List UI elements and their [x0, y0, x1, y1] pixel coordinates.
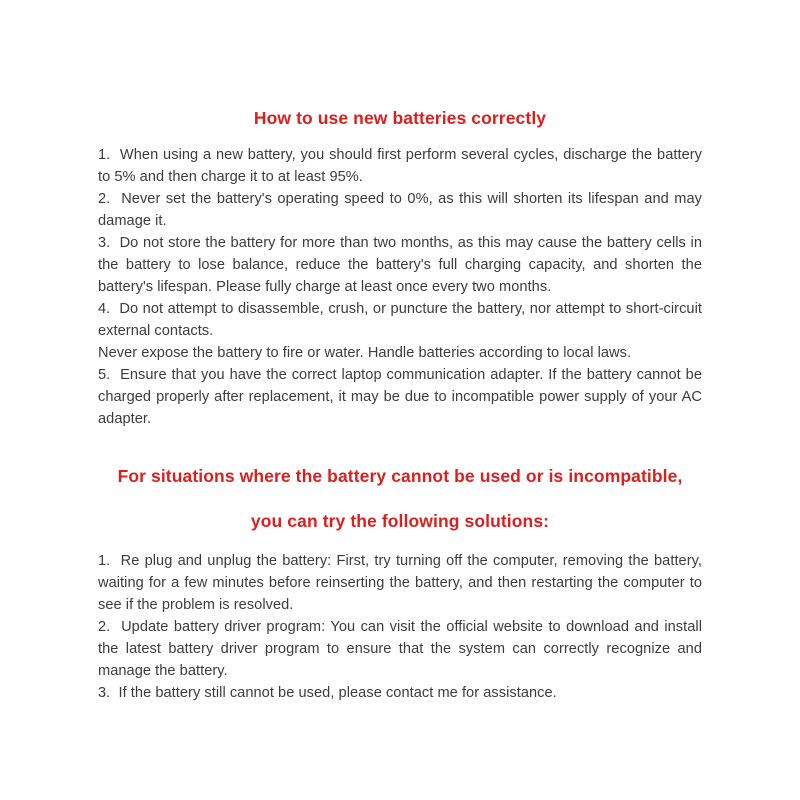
section-battery-usage	[98, 106, 707, 430]
section1-paragraph-3: 3. Do not store the battery for more than two months, as this may cause the battery cells in the battery to lose balance, reduce the battery's full charging capacity, and shorten the battery's lifespan. Please fully charge at least once every two months.	[98, 235, 707, 295]
section-troubleshooting	[98, 464, 707, 704]
section1-body	[98, 144, 707, 430]
section1-title: How to use new batteries correctly	[253, 108, 547, 128]
section1-paragraph-1: 1. When using a new battery, you should first perform several cycles, discharge the battery to 5% and then charge it to at least 95%.	[98, 147, 707, 185]
section2-title-line1: For situations where the battery cannot be used or is incompatible,	[117, 466, 683, 486]
section1-paragraph-5: Never expose the battery to fire or water. Handle batteries according to local laws.	[98, 345, 632, 361]
section2-paragraph-1: 1. Re plug and unplug the battery: First, try turning off the computer, removing the battery, waiting for a few minutes before reinserting the battery, and then restarting the computer to see if the problem is resolved.	[98, 553, 707, 613]
section1-paragraph-4: 4. Do not attempt to disassemble, crush, or puncture the battery, nor attempt to short-circuit external contacts.	[98, 301, 707, 339]
section2-body	[98, 550, 707, 704]
section2-title-line2: you can try the following solutions:	[250, 511, 550, 531]
section1-paragraph-6: 5. Ensure that you have the correct laptop communication adapter. If the battery cannot be charged properly after replacement, it may be due to incompatible power supply of your AC adapter.	[98, 367, 707, 427]
section2-paragraph-3: 3. If the battery still cannot be used, please contact me for assistance.	[98, 685, 557, 701]
section1-paragraph-2: 2. Never set the battery's operating speed to 0%, as this will shorten its lifespan and may damage it.	[98, 191, 707, 229]
section2-paragraph-2: 2. Update battery driver program: You can visit the official website to download and install the latest battery driver program to ensure that the system can correctly recognize and manage the battery.	[98, 619, 707, 679]
